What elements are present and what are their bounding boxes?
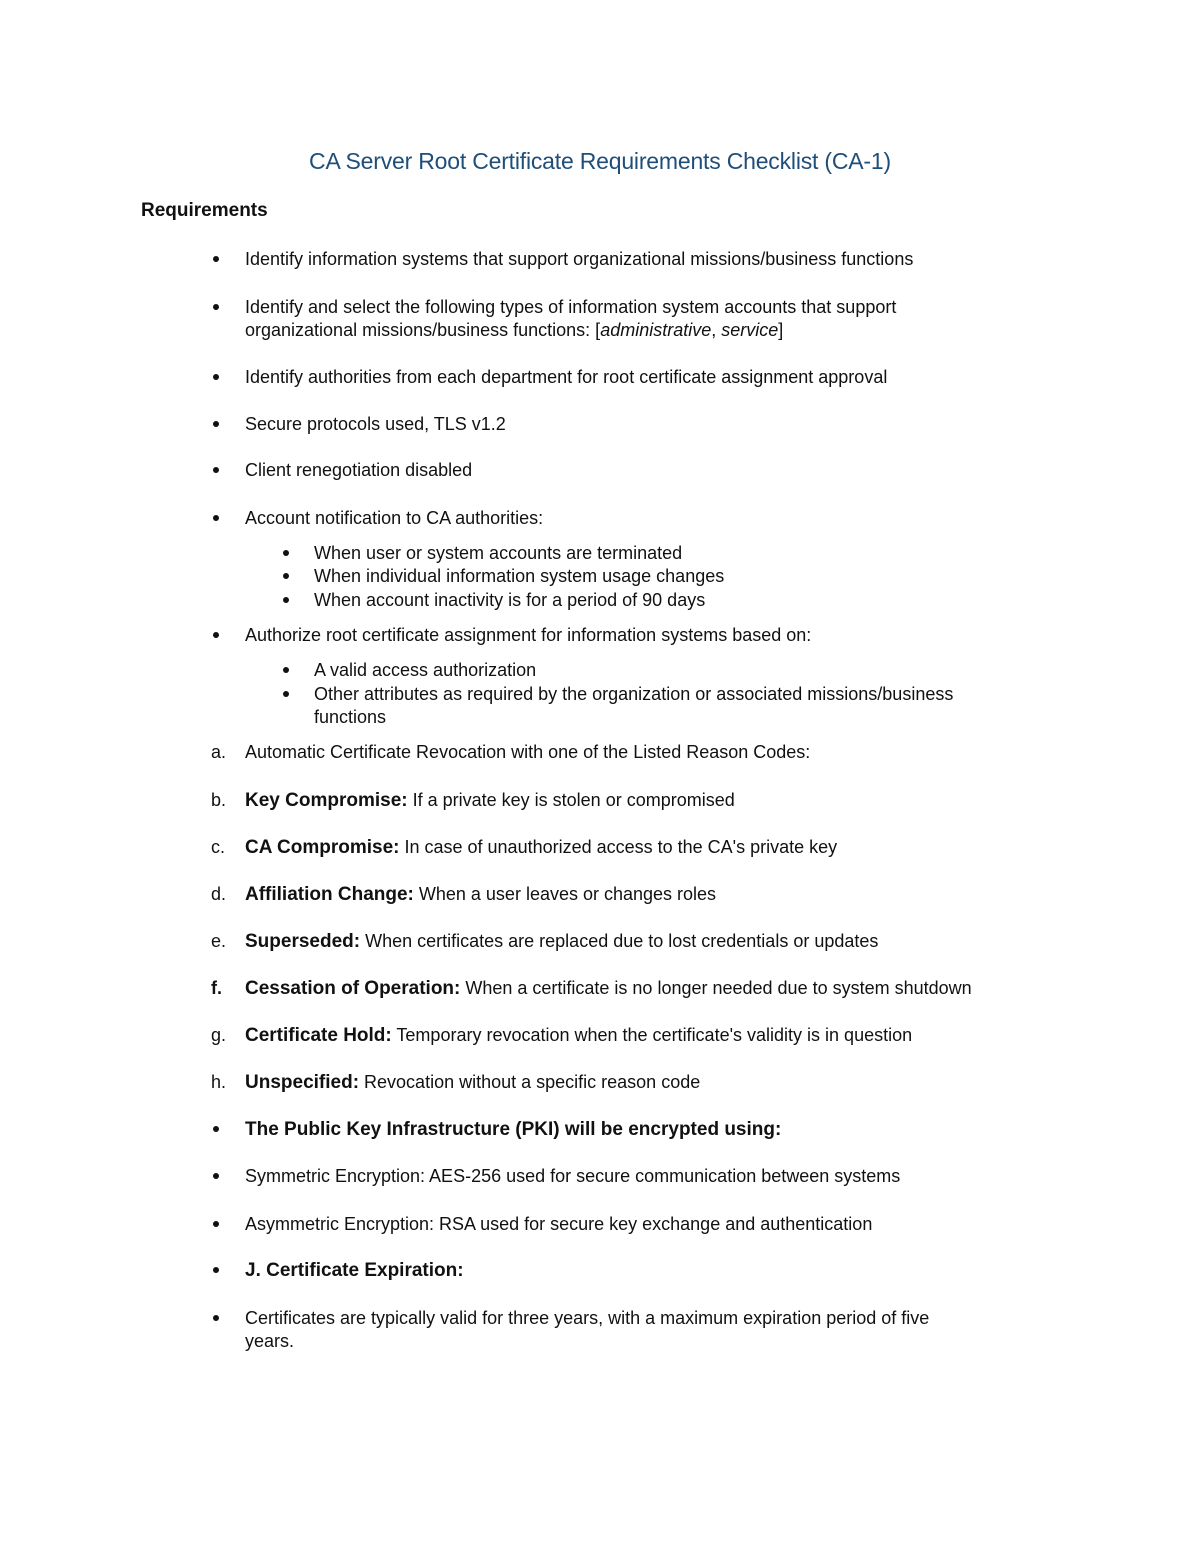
- bullet-icon: [211, 1165, 241, 1188]
- bullet-icon: [281, 589, 311, 612]
- bullet-icon: [211, 1259, 241, 1282]
- section-heading: Requirements: [141, 200, 268, 221]
- document-page: CA Server Root Certificate Requirements Checklist (CA-1) Requirements Identify information systems that support organizational missions/business functions Identify and select the following types of information system accounts that support organizational missions/business functions: [administrative, service] Identify authorities from each department for root certificate assignment approval Secure protocols used, TLS v1.2 Client renegotiation disabled Account notification to CA authorities: When user or system accounts are terminated When individual information system usage changes When account inactivity is for a period of 90 days Authorize root certificate assignment for information systems based on: A valid access authorization Other attributes as required by the organization or associated missions/business functions a. Automatic Certificate Revocation with one of the Listed Reason Codes: b. Key Compromise: If a private key is stolen or compromised c. CA Compromise: In case of unauthorized access to the CA's private key d. Affiliation Change: When a user leaves or changes roles e. Superseded: When certificates are replaced due to lost credentials or updates f. Cessation of Operation: When a certificate is no longer needed due to system shutdown g. Certificate Hold: Temporary revocation when the certificate's validity is in question h. Unspecified: Revocation without a specific reason code The Public Key Infrastructure (PKI) will be encrypted using: Symmetric Encryption: AES-256 used for secure communication between systems Asymmetric Encryption: RSA used for secure key exchange and authentication J. Certificate Expiration: Certificates are typically valid for three years, with a maximum expiration period of five years.: [0, 0, 1200, 1553]
- document-title: CA Server Root Certificate Requirements Checklist (CA-1): [309, 148, 891, 174]
- bullet-icon: [211, 366, 241, 389]
- bullet-icon: [211, 1118, 241, 1141]
- bullet-icon: [211, 248, 241, 271]
- bullet-icon: [211, 296, 241, 319]
- bullet-icon: [281, 542, 311, 565]
- bullet-icon: [281, 659, 311, 682]
- bullet-icon: [281, 683, 311, 706]
- bullet-icon: [211, 624, 241, 647]
- bullet-icon: [211, 1213, 241, 1236]
- bullet-icon: [211, 1307, 241, 1330]
- bullet-icon: [211, 507, 241, 530]
- bullet-icon: [211, 459, 241, 482]
- bullet-icon: [281, 565, 311, 588]
- bullet-icon: [211, 413, 241, 436]
